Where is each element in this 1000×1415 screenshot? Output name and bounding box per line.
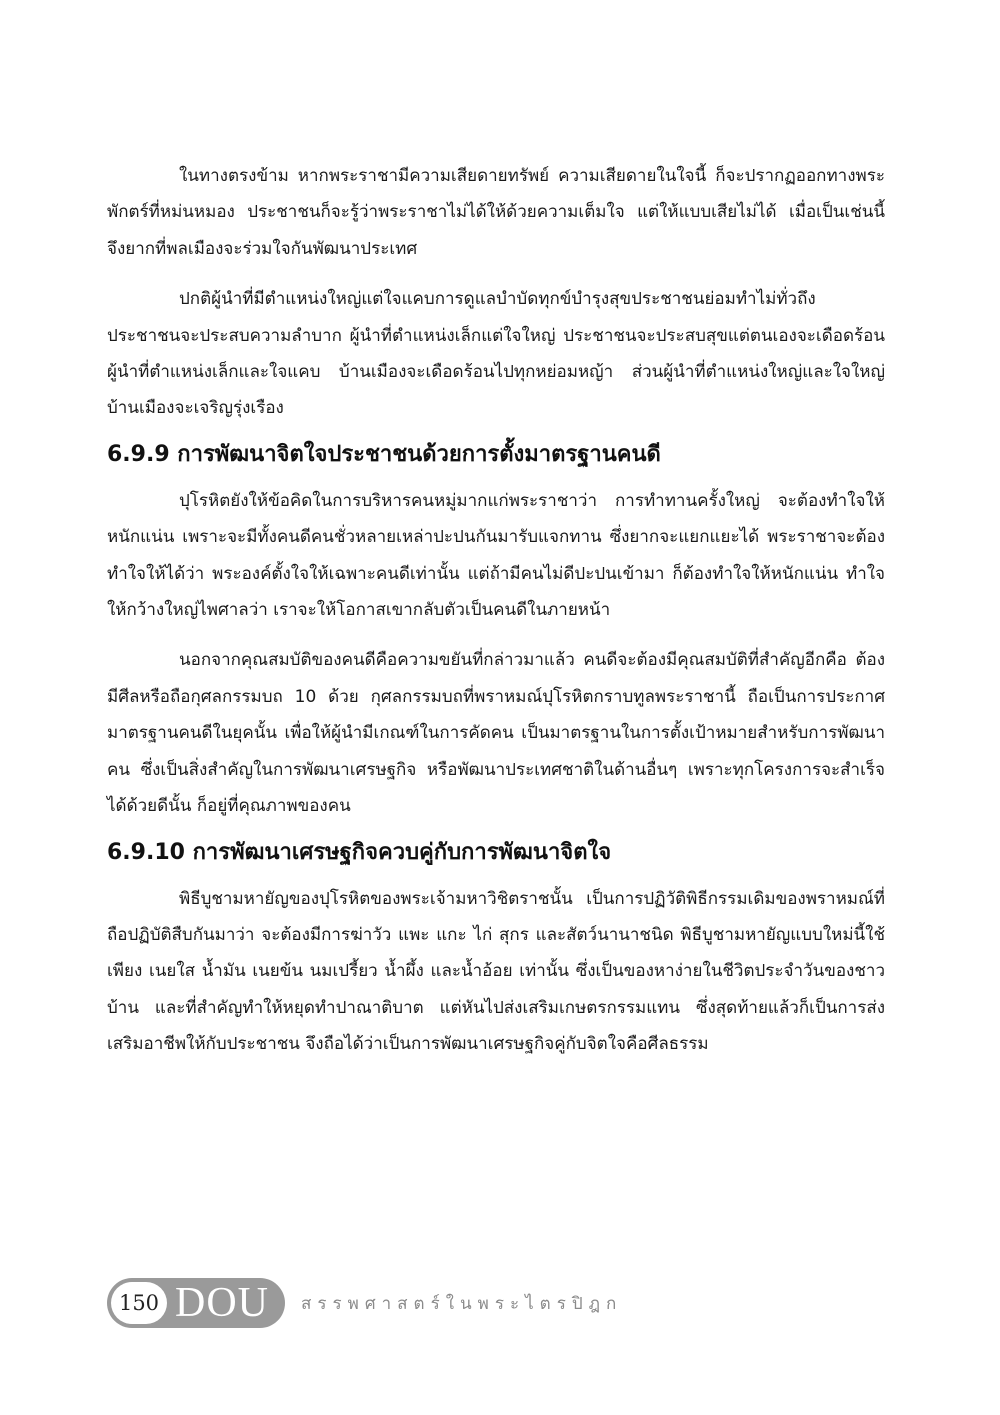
page-content <box>107 158 885 1063</box>
body-paragraph: นอกจากคุณสมบัติของคนดีคือความขยันที่กล่าวมาแล้ว คนดีจะต้องมีคุณสมบัติที่สำคัญอีกคือ ต้องมีศีลหรือถือกุศลกรรมบถ 10 ด้วย กุศลกรรมบถที่พราหมณ์ปุโรหิตกราบทูลพระราชานี้ ถือเป็นการประกาศมาตรฐานคนดีในยุคนั้น เพื่อให้ผู้นำมีเกณฑ์ในการคัดคน เป็นมาตรฐานในการตั้งเป้าหมายสำหรับการพัฒนาคน ซึ่งเป็นสิ่งสำคัญในการพัฒนาเศรษฐกิจ หรือพัฒนาประเทศชาติในด้านอื่นๆ เพราะทุกโครงการจะสำเร็จได้ด้วยดีนั้น ก็อยู่ที่คุณภาพของคน <box>107 650 885 817</box>
body-paragraph: ในทางตรงข้าม หากพระราชามีความเสียดายทรัพย์ ความเสียดายในใจนี้ ก็จะปรากฏออกทางพระพักตร์ที่หม่นหมอง ประชาชนก็จะรู้ว่าพระราชาไม่ได้ให้ด้วยความเต็มใจ แต่ให้แบบเสียไม่ได้ เมื่อเป็นเช่นนี้ จึงยากที่พลเมืองจะร่วมใจกันพัฒนาประเทศ <box>107 166 885 259</box>
body-paragraph: ปกติผู้นำที่มีตำแหน่งใหญ่แต่ใจแคบการดูแลบำบัดทุกข์บำรุงสุขประชาชนย่อมทำไม่ทั่วถึง ประชาชนจะประสบความลำบาก ผู้นำที่ตำแหน่งเล็กแต่ใจใหญ่ ประชาชนจะประสบสุขแต่ตนเองจะเดือดร้อน ผู้นำที่ตำแหน่งเล็กและใจแคบ บ้านเมืองจะเดือดร้อนไปทุกหย่อมหญ้า ส่วนผู้นำที่ตำแหน่งใหญ่และใจใหญ่ บ้านเมืองจะเจริญรุ่งเรือง <box>107 289 885 419</box>
body-paragraph: พิธีบูชามหายัญของปุโรหิตของพระเจ้ามหาวิชิตราชนั้น เป็นการปฏิวัติพิธีกรรมเดิมของพราหมณ์ที่ถือปฏิบัติสืบกันมาว่า จะต้องมีการฆ่าวัว แพะ แกะ ไก่ สุกร และสัตว์นานาชนิด พิธีบูชามหายัญแบบใหม่นี้ใช้เพียง เนยใส น้ำมัน เนยข้น นมเปรี้ยว น้ำผึ้ง และน้ำอ้อย เท่านั้น ซึ่งเป็นของหาง่ายในชีวิตประจำวันของชาวบ้าน และที่สำคัญทำให้หยุดทำปาณาติบาต แต่หันไปส่งเสริมเกษตรกรรมแทน ซึ่งสุดท้ายแล้วก็เป็นการส่งเสริมอาชีพให้กับประชาชน จึงถือได้ว่าเป็นการพัฒนาเศรษฐกิจคู่กับจิตใจคือศีลธรรม <box>107 888 885 1055</box>
section-heading-6-9-9: 6.9.9 การพัฒนาจิตใจประชาชนด้วยการตั้งมาตรฐานคนดี <box>107 441 661 467</box>
page-number-circle <box>111 1282 167 1324</box>
footer-badge <box>107 1278 285 1328</box>
page-number: 150 <box>118 1290 160 1315</box>
section-heading-6-9-10: 6.9.10 การพัฒนาเศรษฐกิจควบคู่กับการพัฒนาจิตใจ <box>107 839 612 865</box>
page-footer <box>107 1278 667 1328</box>
body-paragraph: ปุโรหิตยังให้ข้อคิดในการบริหารคนหมู่มากแก่พระราชาว่า การทำทานครั้งใหญ่ จะต้องทำใจให้หนักแน่น เพราะจะมีทั้งคนดีคนชั่วหลายเหล่าปะปนกันมารับแจกทาน ซึ่งยากจะแยกแยะได้ พระราชาจะต้องทำใจให้ได้ว่า พระองค์ตั้งใจให้เฉพาะคนดีเท่านั้น แต่ถ้ามีคนไม่ดีปะปนเข้ามา ก็ต้องทำใจให้หนักแน่น ทำใจให้กว้างใหญ่ไพศาลว่า เราจะให้โอกาสเขากลับตัวเป็นคนดีในภายหน้า <box>107 490 885 621</box>
brand-logo-text: DOU <box>175 1280 269 1326</box>
book-title: สรรพศาสตร์ในพระไตรปิฎก <box>301 1294 623 1314</box>
